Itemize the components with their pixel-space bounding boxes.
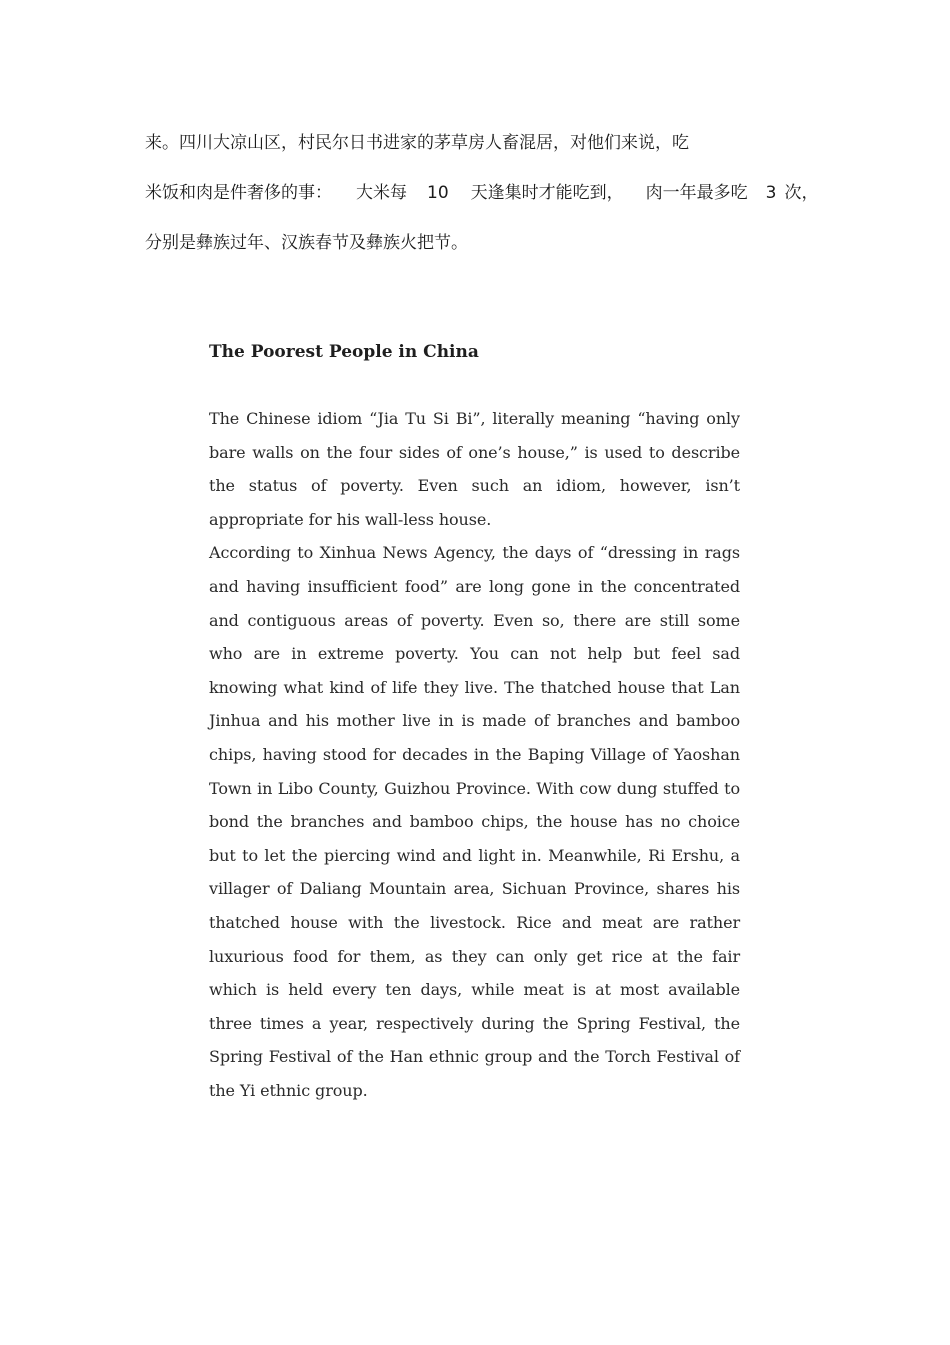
chinese-line-2-part-4: 天逢集时才能吃到， (470, 183, 624, 203)
english-article (209, 338, 740, 1107)
chinese-line-1: 来。四川大凉山区，村民尔日书进家的茅草房人畜混居，对他们来说，吃 (145, 133, 689, 153)
article-paragraph-1: The Chinese idiom “Jia Tu Si Bi”, literally meaning “having only bare walls on the four sides of one’s house,” is used to describe the status of poverty. Even such an idiom, however, isn’t appropriate for his wall-less house. (209, 409, 740, 529)
chinese-line-2-part-6: 3 (765, 183, 777, 203)
article-paragraph-2: According to Xinhua News Agency, the days of “dressing in rags and having insufficient food” are long gone in the concentrated and contiguous areas of poverty. Even so, there are still some who are in extreme poverty. You can not help but feel sad knowing what kind of life they live. The thatched house that Lan Jinhua and his mother live in is made of branches and bamboo chips, having stood for decades in the Baping Village of Yaoshan Town in Libo County, Guizhou Province. With cow dung stuffed to bond the branches and bamboo chips, the house has no choice but to let the piercing wind and light in. Meanwhile, Ri Ershu, a villager of Daliang Mountain area, Sichuan Province, shares his thatched house with the livestock. Rice and meat are rather luxurious food for them, as they can only get rice at the fair which is held every ten days, while meat is at most available three times a year, respectively during the Spring Festival, the Spring Festival of the Han ethnic group and the Torch Festival of the Yi ethnic group. (209, 543, 740, 1100)
chinese-line-2-part-3: 10 (427, 183, 449, 203)
chinese-line-2 (145, 176, 825, 226)
article-title: The Poorest People in China (209, 342, 479, 362)
chinese-line-2-part-7: 次， (784, 183, 819, 203)
chinese-line-2-part-2: 大米每 (356, 183, 407, 203)
chinese-line-2-part-5: 肉一年最多吃 (645, 183, 748, 203)
chinese-line-3: 分别是彝族过年、汉族春节及彝族火把节。 (145, 233, 468, 253)
chinese-text-block (145, 126, 825, 276)
chinese-line-2-part-1: 米饭和肉是件奢侈的事： (145, 183, 332, 203)
title-spacer (209, 366, 740, 402)
